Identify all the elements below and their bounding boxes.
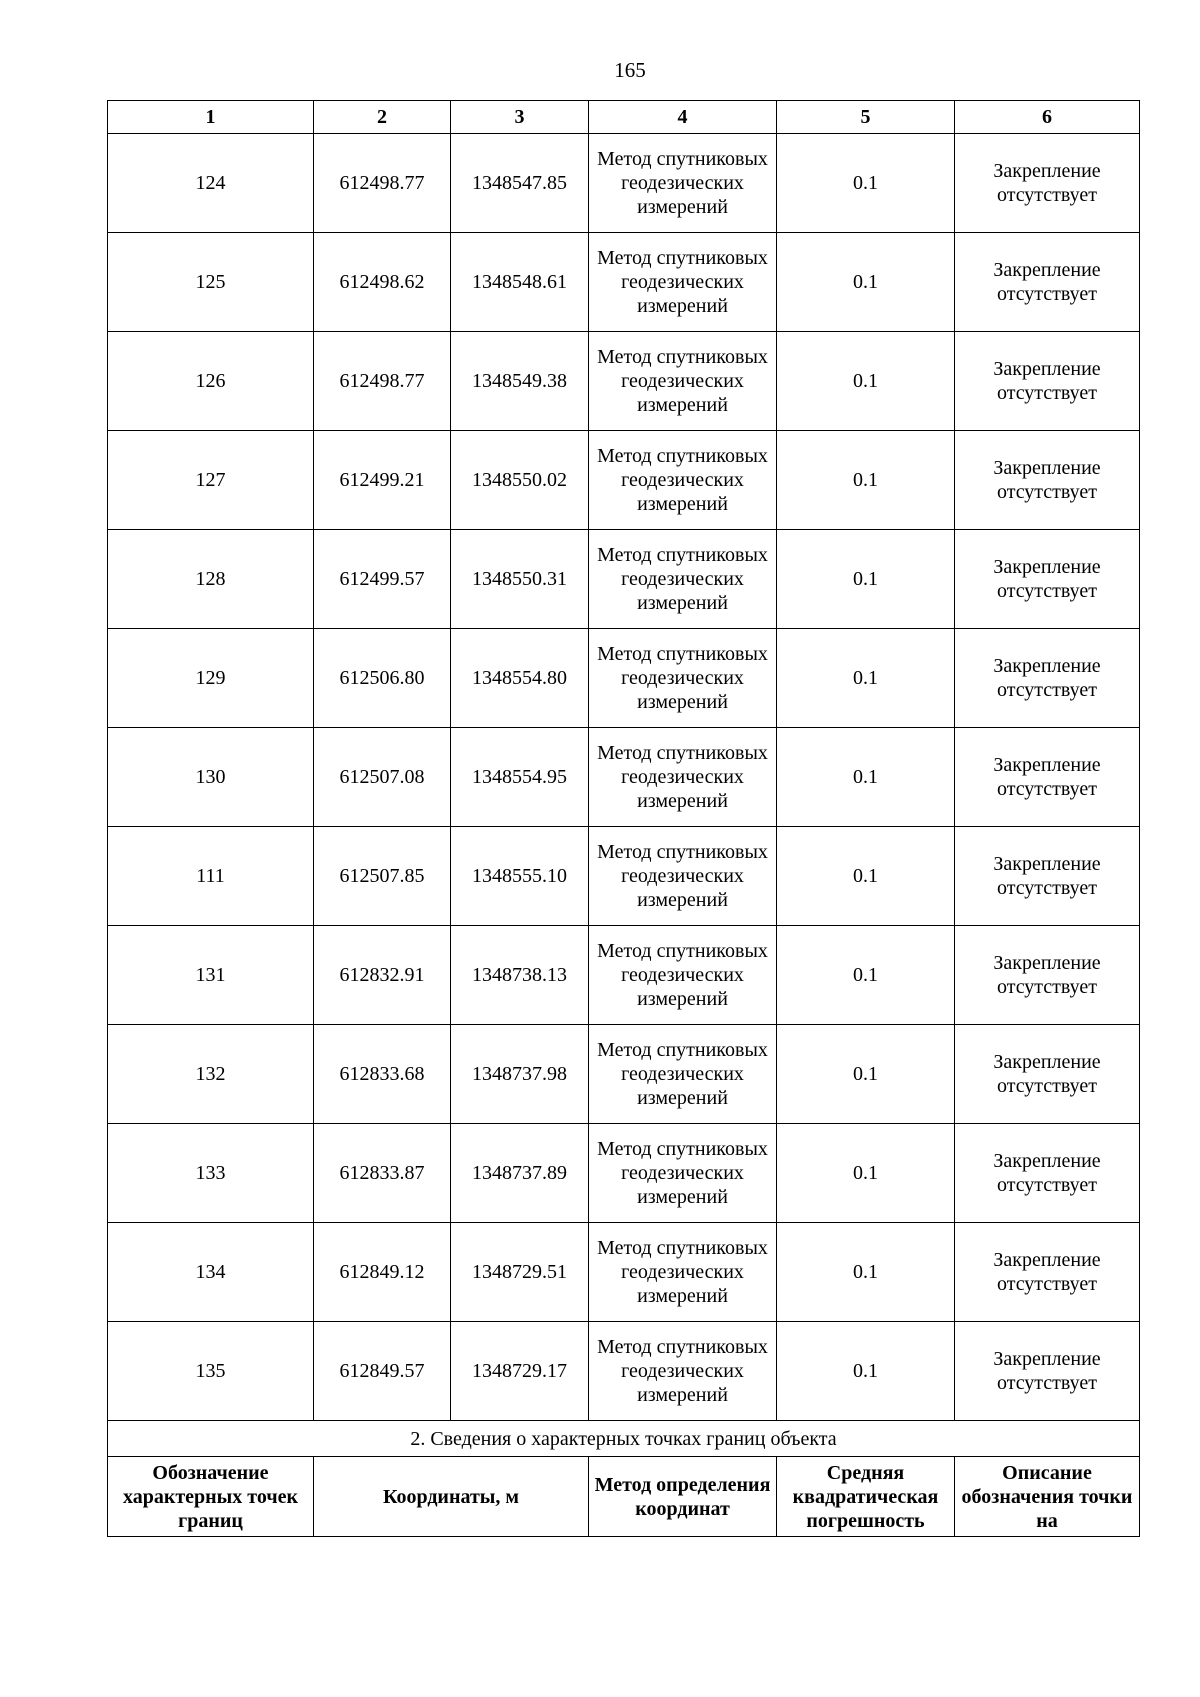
section-title-row [108,1421,1140,1457]
column-number: 1 [108,101,314,134]
sub-header-points: Обозначение характерных точек границ [108,1457,314,1537]
sub-header-accuracy: Средняя квадратическая погрешность [777,1457,955,1537]
y-coordinate-cell: 1348550.31 [451,530,589,629]
y-coordinate-cell: 1348554.80 [451,629,589,728]
y-coordinate-cell: 1348729.51 [451,1223,589,1322]
x-coordinate-cell: 612506.80 [314,629,451,728]
x-coordinate-cell: 612498.77 [314,134,451,233]
point-cell: 126 [108,332,314,431]
method-cell: Метод спутниковых геодезических измерений [589,728,777,827]
accuracy-cell: 0.1 [777,629,955,728]
point-cell: 130 [108,728,314,827]
y-coordinate-cell: 1348738.13 [451,926,589,1025]
point-cell: 128 [108,530,314,629]
description-cell: Закрепление отсутствует [955,233,1140,332]
accuracy-cell: 0.1 [777,431,955,530]
accuracy-cell: 0.1 [777,1124,955,1223]
accuracy-cell: 0.1 [777,1223,955,1322]
table-row [108,926,1140,1025]
description-cell: Закрепление отсутствует [955,1124,1140,1223]
table-row [108,728,1140,827]
method-cell: Метод спутниковых геодезических измерений [589,332,777,431]
x-coordinate-cell: 612832.91 [314,926,451,1025]
y-coordinate-cell: 1348547.85 [451,134,589,233]
accuracy-cell: 0.1 [777,332,955,431]
table-row [108,1322,1140,1421]
point-cell: 131 [108,926,314,1025]
point-cell: 134 [108,1223,314,1322]
sub-header-row [108,1457,1140,1537]
table-row [108,1124,1140,1223]
description-cell: Закрепление отсутствует [955,431,1140,530]
y-coordinate-cell: 1348549.38 [451,332,589,431]
method-cell: Метод спутниковых геодезических измерений [589,431,777,530]
x-coordinate-cell: 612498.62 [314,233,451,332]
accuracy-cell: 0.1 [777,827,955,926]
description-cell: Закрепление отсутствует [955,1025,1140,1124]
x-coordinate-cell: 612849.12 [314,1223,451,1322]
x-coordinate-cell: 612499.21 [314,431,451,530]
x-coordinate-cell: 612507.08 [314,728,451,827]
point-cell: 133 [108,1124,314,1223]
sub-header-coordinates: Координаты, м [314,1457,589,1537]
column-number: 3 [451,101,589,134]
method-cell: Метод спутниковых геодезических измерений [589,1025,777,1124]
description-cell: Закрепление отсутствует [955,530,1140,629]
description-cell: Закрепление отсутствует [955,134,1140,233]
y-coordinate-cell: 1348550.02 [451,431,589,530]
accuracy-cell: 0.1 [777,926,955,1025]
accuracy-cell: 0.1 [777,134,955,233]
table-row [108,530,1140,629]
accuracy-cell: 0.1 [777,530,955,629]
method-cell: Метод спутниковых геодезических измерений [589,1124,777,1223]
method-cell: Метод спутниковых геодезических измерений [589,926,777,1025]
x-coordinate-cell: 612833.68 [314,1025,451,1124]
x-coordinate-cell: 612499.57 [314,530,451,629]
method-cell: Метод спутниковых геодезических измерений [589,827,777,926]
table-row [108,629,1140,728]
accuracy-cell: 0.1 [777,233,955,332]
y-coordinate-cell: 1348554.95 [451,728,589,827]
method-cell: Метод спутниковых геодезических измерений [589,134,777,233]
table-row [108,1025,1140,1124]
point-cell: 125 [108,233,314,332]
method-cell: Метод спутниковых геодезических измерений [589,233,777,332]
y-coordinate-cell: 1348548.61 [451,233,589,332]
point-cell: 129 [108,629,314,728]
description-cell: Закрепление отсутствует [955,827,1140,926]
boundary-points-table [107,100,1140,1537]
x-coordinate-cell: 612498.77 [314,332,451,431]
description-cell: Закрепление отсутствует [955,332,1140,431]
column-number: 5 [777,101,955,134]
description-cell: Закрепление отсутствует [955,629,1140,728]
point-cell: 132 [108,1025,314,1124]
table-row [108,332,1140,431]
sub-header-method: Метод определения координат [589,1457,777,1537]
column-number: 4 [589,101,777,134]
x-coordinate-cell: 612849.57 [314,1322,451,1421]
table-row [108,827,1140,926]
point-cell: 135 [108,1322,314,1421]
y-coordinate-cell: 1348737.98 [451,1025,589,1124]
y-coordinate-cell: 1348555.10 [451,827,589,926]
description-cell: Закрепление отсутствует [955,1322,1140,1421]
section-title: 2. Сведения о характерных точках границ объекта [108,1421,1140,1457]
y-coordinate-cell: 1348737.89 [451,1124,589,1223]
accuracy-cell: 0.1 [777,1025,955,1124]
point-cell: 111 [108,827,314,926]
method-cell: Метод спутниковых геодезических измерений [589,629,777,728]
accuracy-cell: 0.1 [777,728,955,827]
y-coordinate-cell: 1348729.17 [451,1322,589,1421]
page-number: 165 [614,58,646,82]
table-row [108,431,1140,530]
accuracy-cell: 0.1 [777,1322,955,1421]
x-coordinate-cell: 612507.85 [314,827,451,926]
sub-header-description: Описание обозначения точки на [955,1457,1140,1537]
table-row [108,1223,1140,1322]
point-cell: 124 [108,134,314,233]
method-cell: Метод спутниковых геодезических измерений [589,1322,777,1421]
table-row [108,134,1140,233]
description-cell: Закрепление отсутствует [955,728,1140,827]
column-number-row [108,101,1140,134]
x-coordinate-cell: 612833.87 [314,1124,451,1223]
method-cell: Метод спутниковых геодезических измерений [589,530,777,629]
column-number: 6 [955,101,1140,134]
method-cell: Метод спутниковых геодезических измерений [589,1223,777,1322]
description-cell: Закрепление отсутствует [955,926,1140,1025]
table-body [108,134,1140,1537]
point-cell: 127 [108,431,314,530]
table-row [108,233,1140,332]
column-number: 2 [314,101,451,134]
description-cell: Закрепление отсутствует [955,1223,1140,1322]
